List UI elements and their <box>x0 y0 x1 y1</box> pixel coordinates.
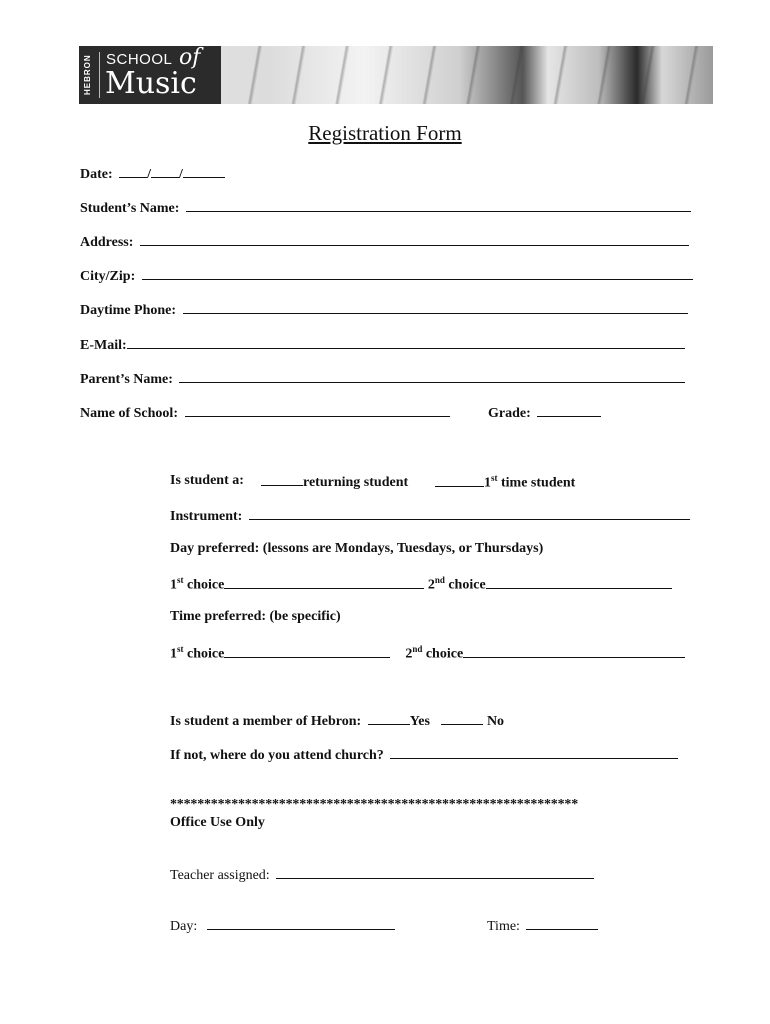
office-time-row <box>487 917 598 935</box>
church-label: If not, where do you attend church? <box>170 748 384 763</box>
office-day-row <box>170 917 395 935</box>
day-choice1-field[interactable] <box>224 576 424 589</box>
first-time-student-field[interactable] <box>435 474 484 487</box>
teacher-row <box>170 866 594 884</box>
time-choice2-sup: nd <box>412 644 423 654</box>
address-field[interactable] <box>140 233 689 246</box>
day-choice2-label: choice <box>444 577 486 593</box>
instrument-label: Instrument: <box>170 509 243 524</box>
first-time-label: time student <box>497 475 576 491</box>
first-time-num: 1 <box>484 475 491 491</box>
email-row <box>80 336 685 354</box>
email-field[interactable] <box>127 336 685 349</box>
time-preferred-label: Time preferred: (be specific) <box>170 609 341 624</box>
parent-name-label: Parent’s Name: <box>80 372 173 387</box>
teacher-label: Teacher assigned: <box>170 868 270 883</box>
time-choice1-num: 1 <box>170 646 177 662</box>
parent2-name-field[interactable] <box>447 370 685 383</box>
time-choice2-num: 2 <box>405 646 413 662</box>
first-time-sup: st <box>491 473 498 483</box>
grade-row <box>488 404 601 422</box>
office-day-label: Day: <box>170 919 198 934</box>
day-choice2-sup: nd <box>434 575 445 585</box>
first-time-student-option <box>435 473 575 492</box>
church-field[interactable] <box>390 746 678 759</box>
member-no-label: No <box>486 714 505 729</box>
logo-of-text: of <box>179 46 201 70</box>
piano-keys-image <box>219 46 713 104</box>
day-choice-row <box>170 575 672 594</box>
parent-name-row <box>80 370 685 388</box>
school-name-label: Name of School: <box>80 406 178 421</box>
logo-music-text: Music <box>105 66 197 101</box>
school-name-field[interactable] <box>185 404 450 417</box>
logo-hebron-text: HEBRON <box>83 54 92 96</box>
time-choice1-field[interactable] <box>224 645 390 658</box>
time-choice1-label: choice <box>183 646 225 662</box>
date-separator: / <box>179 167 183 182</box>
instrument-row <box>170 507 690 525</box>
office-divider-stars: ************************************************************ <box>170 797 579 812</box>
returning-student-field[interactable] <box>261 473 303 486</box>
office-time-label: Time: <box>487 919 520 934</box>
student-name-label: Student’s Name: <box>80 201 180 216</box>
office-day-field[interactable] <box>207 917 395 930</box>
address-row <box>80 233 689 251</box>
day-preferred-label: Day preferred: (lessons are Mondays, Tuesdays, or Thursdays) <box>170 541 544 556</box>
day-choice2-field[interactable] <box>486 576 672 589</box>
date-label: Date: <box>80 167 113 182</box>
day-choice2-num: 2 <box>427 577 435 593</box>
page-title: Registration Form <box>308 121 462 145</box>
member-no-field[interactable] <box>441 712 483 725</box>
office-time-field[interactable] <box>526 917 598 930</box>
membership-row <box>170 712 504 730</box>
city-zip-row <box>80 267 693 285</box>
time-choice2-label: choice <box>422 646 464 662</box>
logo-school-text: SCHOOL <box>106 51 173 68</box>
teacher-field[interactable] <box>276 866 594 879</box>
parent1-name-field[interactable] <box>179 370 447 383</box>
member-yes-label: Yes <box>409 714 430 729</box>
city-zip-label: City/Zip: <box>80 269 136 284</box>
instrument-field[interactable] <box>249 507 690 520</box>
date-separator: / <box>147 167 152 182</box>
daytime-phone-row <box>80 301 688 319</box>
time-choice2-field[interactable] <box>463 645 685 658</box>
grade-label: Grade: <box>488 406 531 421</box>
time-choice-row <box>170 644 685 663</box>
date-year-field[interactable] <box>183 165 225 178</box>
header-banner <box>79 46 713 104</box>
city-zip-field[interactable] <box>142 267 693 280</box>
church-row <box>170 746 678 764</box>
office-use-heading: Office Use Only <box>170 815 265 830</box>
day-choice1-label: choice <box>183 577 225 593</box>
school-logo <box>79 46 221 104</box>
student-name-row <box>80 199 691 217</box>
membership-label: Is student a member of Hebron: <box>170 714 362 729</box>
date-month-field[interactable] <box>119 165 147 178</box>
date-row <box>80 165 225 183</box>
student-name-field[interactable] <box>186 199 691 212</box>
address-label: Address: <box>80 235 134 250</box>
date-day-field[interactable] <box>151 165 179 178</box>
time-choice1-sup: st <box>177 644 184 654</box>
logo-divider <box>99 52 100 98</box>
daytime-phone-field[interactable] <box>183 301 688 314</box>
daytime-phone-label: Daytime Phone: <box>80 303 177 318</box>
school-name-row <box>80 404 450 422</box>
grade-field[interactable] <box>537 404 601 417</box>
day-choice1-num: 1 <box>170 577 177 593</box>
student-type-row <box>170 473 244 489</box>
member-yes-field[interactable] <box>368 712 410 725</box>
returning-student-label: returning student <box>303 475 409 490</box>
day-choice1-sup: st <box>177 575 184 585</box>
student-type-label: Is student a: <box>170 473 244 488</box>
email-label: E-Mail: <box>80 338 127 353</box>
returning-student-option <box>261 473 408 491</box>
